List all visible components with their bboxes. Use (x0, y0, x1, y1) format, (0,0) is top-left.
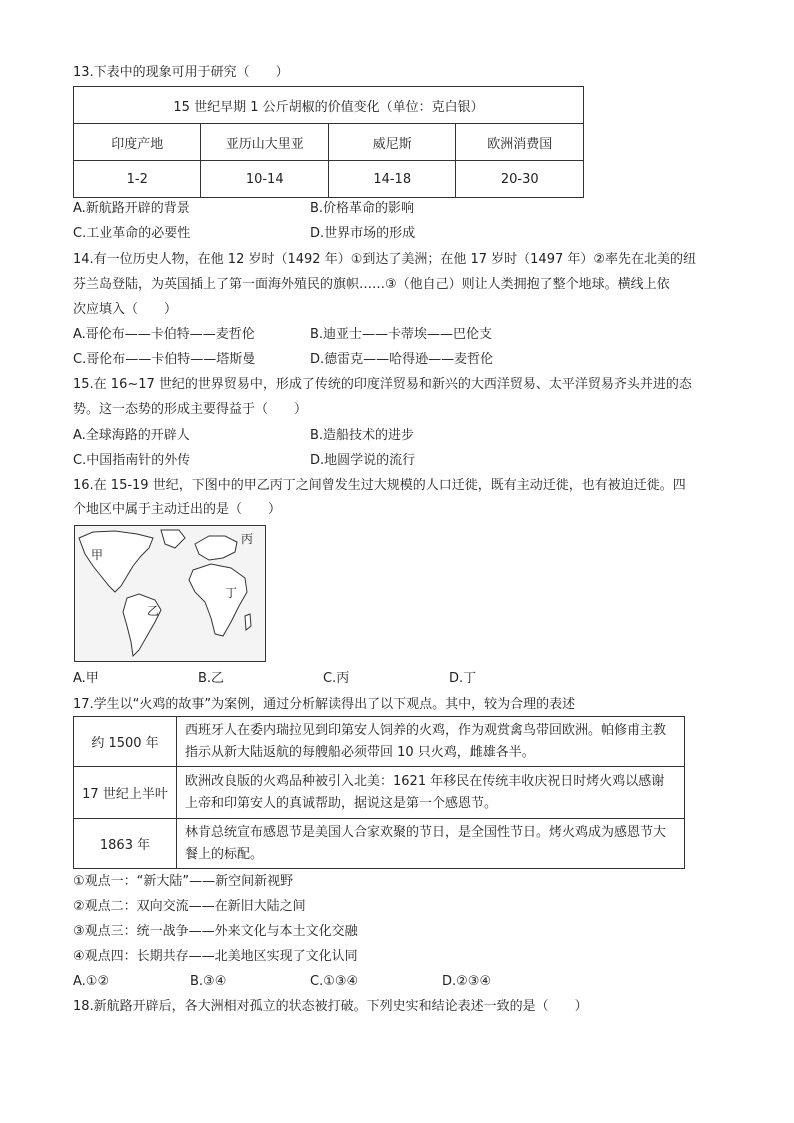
q18-stem: 18.新航路开辟后，各大洲相对孤立的状态被打破。下列史实和结论表述一致的是（ ） (73, 999, 588, 1014)
q16-option-c[interactable]: C.丙 (323, 671, 350, 686)
q14-stem-line1: 14.有一位历史人物，在他 12 岁时（1492 年）①到达了美洲；在他 17 岁时（1497 年）②率先在北美的纽 (73, 252, 697, 267)
q17-view-3: ③观点三：统一战争——外来文化与本土文化交融 (73, 924, 358, 939)
q14-option-d[interactable]: D.德雷克——哈得逊——麦哲伦 (310, 352, 494, 367)
q16-option-d[interactable]: D.丁 (449, 671, 477, 686)
q16-option-a[interactable]: A.甲 (73, 671, 99, 686)
q13-table (73, 86, 584, 198)
q13-option-c[interactable]: C.工业革命的必要性 (73, 226, 191, 241)
q17-stem: 17.学生以“火鸡的故事”为案例，通过分析解读得出了以下观点。其中，较为合理的表述 (73, 697, 576, 712)
q16-option-b[interactable]: B.乙 (198, 671, 225, 686)
q14-stem-line3: 次应填入（ ） (73, 302, 178, 317)
map-label-ding: 丁 (225, 586, 238, 600)
q13-option-b[interactable]: B.价格革命的影响 (310, 201, 415, 216)
map-label-bing: 丙 (241, 532, 254, 546)
q13-value: 20-30 (456, 161, 584, 198)
q13-header: 印度产地 (74, 124, 201, 161)
q17-row-label: 17 世纪上半叶 (74, 767, 177, 819)
q13-value: 14-18 (328, 161, 456, 198)
world-map (74, 525, 266, 662)
q15-stem-line2: 势。这一态势的形成主要得益于（ ） (73, 402, 308, 417)
q17-option-c[interactable]: C.①③④ (310, 974, 359, 989)
q15-stem-line1: 15.在 16~17 世纪的世界贸易中，形成了传统的印度洋贸易和新兴的大西洋贸易、太平洋贸易齐头并进的态 (73, 377, 692, 392)
q14-stem-line2: 芬兰岛登陆，为英国插上了第一面海外殖民的旗帜……③（他自己）则让人类拥抱了整个地球。横线上依 (73, 277, 670, 292)
q14-option-c[interactable]: C.哥伦布——卡伯特——塔斯曼 (73, 352, 256, 367)
q17-option-a[interactable]: A.①② (73, 974, 110, 989)
q13-stem: 13.下表中的现象可用于研究（ ） (73, 65, 289, 80)
q14-option-b[interactable]: B.迪亚士——卡蒂埃——巴伦支 (310, 327, 493, 342)
q17-row-label: 约 1500 年 (74, 717, 177, 767)
q16-stem-line1: 16.在 15-19 世纪，下图中的甲乙丙丁之间曾发生过大规模的人口迁徙，既有主动迁徙，也有被迫迁徙。四 (73, 478, 686, 493)
q17-row-text: 西班牙人在委内瑞拉见到印第安人饲养的火鸡，作为观赏禽鸟带回欧洲。帕修甫主教指示从新大陆返航的每艘船必须带回 10 只火鸡，雌雄各半。 (177, 717, 685, 767)
q17-option-d[interactable]: D.②③④ (442, 974, 492, 989)
q17-view-1: ①观点一：“新大陆”——新空间新视野 (73, 874, 294, 889)
map-label-jia: 甲 (91, 548, 104, 562)
map-label-yi: 乙 (147, 604, 160, 618)
q15-option-d[interactable]: D.地圆学说的流行 (310, 453, 416, 468)
q13-value: 10-14 (201, 161, 329, 198)
q13-option-a[interactable]: A.新航路开辟的背景 (73, 201, 190, 216)
q17-table (73, 716, 685, 869)
q14-option-a[interactable]: A.哥伦布——卡伯特——麦哲伦 (73, 327, 255, 342)
q17-view-4: ④观点四：长期共存——北美地区实现了文化认同 (73, 949, 358, 964)
q17-row-label: 1863 年 (74, 819, 177, 869)
q13-header: 欧洲消费国 (456, 124, 584, 161)
q13-header: 亚历山大里亚 (201, 124, 329, 161)
q17-option-b[interactable]: B.③④ (190, 974, 227, 989)
q15-option-b[interactable]: B.造船技术的进步 (310, 428, 415, 443)
q15-option-a[interactable]: A.全球海路的开辟人 (73, 428, 190, 443)
q16-stem-line2: 个地区中属于主动迁出的是（ ） (73, 502, 282, 517)
q17-view-2: ②观点二：双向交流——在新旧大陆之间 (73, 899, 306, 914)
q13-header: 威尼斯 (328, 124, 456, 161)
q17-row-text: 林肯总统宣布感恩节是美国人合家欢聚的节日，是全国性节日。烤火鸡成为感恩节大餐上的标配。 (177, 819, 685, 869)
q17-row-text: 欧洲改良版的火鸡品种被引入北美：1621 年移民在传统丰收庆祝日时烤火鸡以感谢上帝和印第安人的真诚帮助，据说这是第一个感恩节。 (177, 767, 685, 819)
q13-value: 1-2 (74, 161, 201, 198)
q13-option-d[interactable]: D.世界市场的形成 (310, 226, 416, 241)
q13-table-title: 15 世纪早期 1 公斤胡椒的价值变化（单位：克白银） (74, 87, 584, 124)
q15-option-c[interactable]: C.中国指南针的外传 (73, 453, 191, 468)
